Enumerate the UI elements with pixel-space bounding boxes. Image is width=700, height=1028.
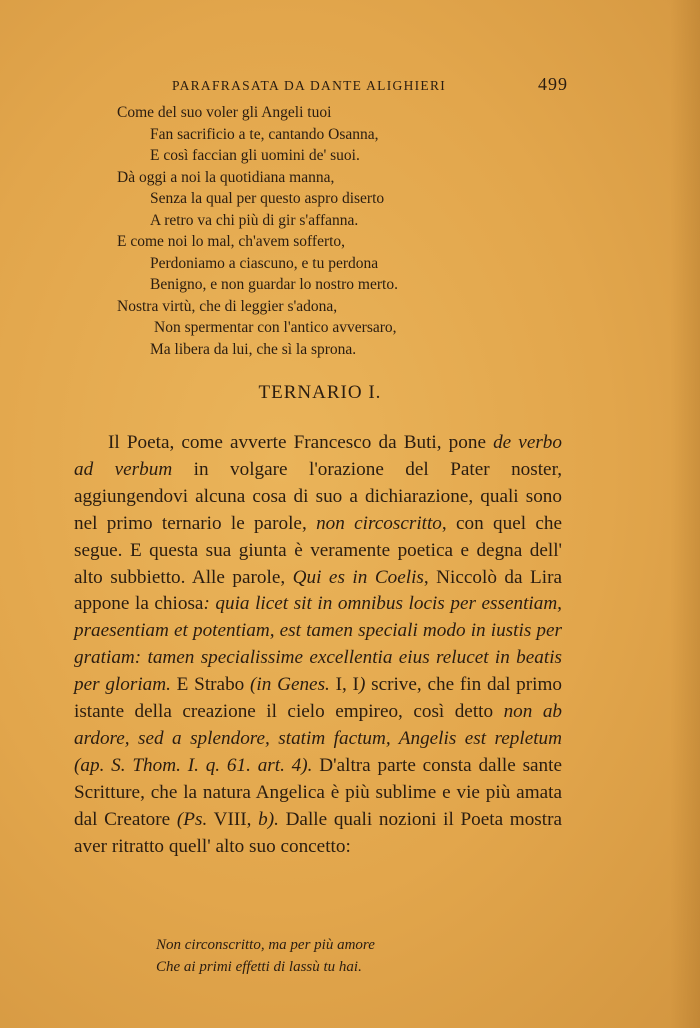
verse-line: Senza la qual per questo aspro diserto <box>150 190 385 207</box>
text-run: in volgare l'orazione del Pater noster, aggiungendovi alcuna cosa di suo a dichiarazione, quali sono nel primo ternario le parole, <box>74 458 562 534</box>
text-run: VIII, <box>207 808 259 830</box>
italic-run: : quia licet sit in omnibus locis per essentiam, praesentiam et potentiam, est tamen speciali modo in iustis per gratiam: tamen specialissime excellentia eius relucet in beatis per gloriam. <box>74 593 562 696</box>
verse-line: Non spermentar con l'antico avversaro, <box>154 319 397 336</box>
verse-line: A retro va chi più di gir s'affanna. <box>150 211 359 229</box>
italic-run: b). <box>258 808 279 830</box>
verse-line: E così faccian gli uomini de' suoi. <box>150 147 360 164</box>
text-run: I, I <box>329 674 359 696</box>
verse-line: Dà oggi a noi la quotidiana manna, <box>117 168 335 186</box>
italic-run: (Ps. <box>176 808 208 830</box>
italic-run: non circoscritto <box>316 512 442 534</box>
italic-run: ) <box>358 674 366 696</box>
verse-line: Fan sacrificio a te, cantando Osanna, <box>150 125 379 143</box>
commentary-paragraph <box>74 430 562 861</box>
verse-line: Perdoniamo a ciascuno, e tu perdona <box>150 254 379 272</box>
verse-line: Benigno, e non guardar lo nostro merto. <box>150 276 398 293</box>
page-number: 499 <box>538 74 568 94</box>
italic-run: (in Genes. <box>250 674 330 696</box>
verse-line: Nostra virtù, che di leggier s'adona, <box>117 297 338 315</box>
verse-line: Ma libera da lui, che sì la sprona. <box>150 340 357 358</box>
text-run: Dalle quali nozioni il Poeta mostra aver ritratto quell' alto suo concetto: <box>74 808 562 857</box>
text-run: E Strabo <box>170 674 251 696</box>
text-run: scrive, che fin dal primo istante della creazione il cielo empireo, così detto <box>74 674 562 723</box>
text-run: , Niccolò da Lira appone la chiosa <box>74 566 562 615</box>
quote-line: Non circonscritto, ma per più amore <box>156 937 375 953</box>
running-head: PARAFRASATA DA DANTE ALIGHIERI <box>172 78 447 93</box>
poem <box>117 102 517 360</box>
text-run: , con quel che segue. E questa sua giunta è veramente poetica e degna dell' alto subbietto. Alle parole, <box>74 512 562 588</box>
page-edge-shadow <box>670 0 700 1028</box>
quote-line: Che ai primi effetti di lassù tu hai. <box>156 958 362 975</box>
section-title: TERNARIO I. <box>258 382 382 403</box>
page-header <box>172 74 568 98</box>
verse-line: E come noi lo mal, ch'avem sofferto, <box>117 233 346 250</box>
text-run: Il Poeta, come avverte Francesco da Buti, pone <box>108 432 494 453</box>
text-run: D'altra parte consta dalle sante Scritture, che la natura Angelica è più sublime e vie più amata dal Creatore <box>74 754 562 830</box>
italic-run: non ab ardore, sed a splendore, statim factum, Angelis est repletum (ap. S. Thom. I. q. 61. art. 4). <box>74 701 563 776</box>
quoted-verse <box>156 935 516 978</box>
verse-line: Come del suo voler gli Angeli tuoi <box>117 104 332 121</box>
italic-run: de verbo ad verbum <box>74 432 562 480</box>
commentary-text <box>74 430 562 861</box>
italic-run: Qui es in Coelis <box>292 566 424 588</box>
